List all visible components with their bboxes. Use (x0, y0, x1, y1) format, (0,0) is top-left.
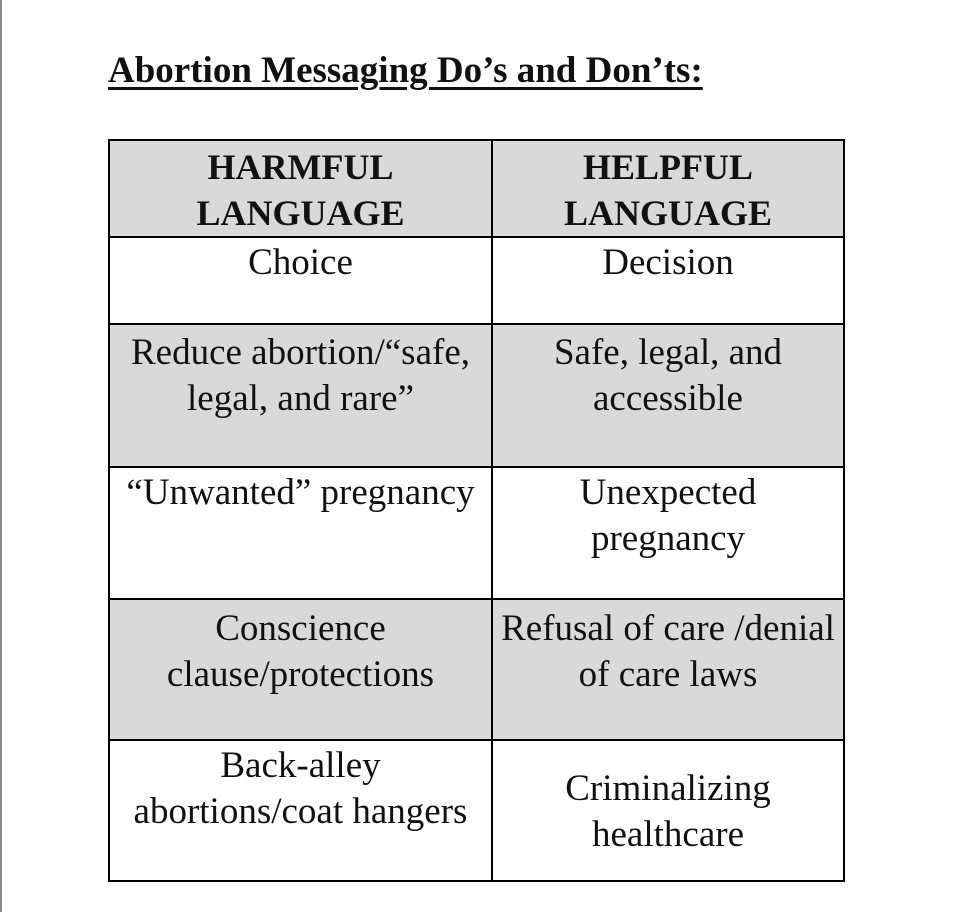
table-row (109, 740, 844, 881)
helpful-term-cell: Criminalizing healthcare (492, 740, 844, 881)
harmful-term-cell: Back-alley abortions/coat hangers (109, 740, 492, 881)
helpful-term-cell: Refusal of care /denial of care laws (492, 599, 844, 740)
table-header-row (109, 140, 844, 237)
helpful-term-cell: Unexpected pregnancy (492, 467, 844, 599)
harmful-term-cell: Reduce abortion/“safe, legal, and rare” (109, 324, 492, 467)
harmful-term-cell: “Unwanted” pregnancy (109, 467, 492, 599)
harmful-language-header: HARMFUL LANGUAGE (109, 140, 492, 237)
document-title: Abortion Messaging Do’s and Don’ts: (108, 50, 703, 91)
language-comparison-table (108, 139, 845, 882)
table-row (109, 324, 844, 467)
harmful-term-cell: Choice (109, 237, 492, 324)
helpful-term-cell: Decision (492, 237, 844, 324)
page-edge-line (0, 0, 2, 912)
harmful-term-cell: Conscience clause/protections (109, 599, 492, 740)
table-row (109, 237, 844, 324)
table-row (109, 599, 844, 740)
table-row (109, 467, 844, 599)
helpful-language-header: HELPFUL LANGUAGE (492, 140, 844, 237)
helpful-term-cell: Safe, legal, and accessible (492, 324, 844, 467)
